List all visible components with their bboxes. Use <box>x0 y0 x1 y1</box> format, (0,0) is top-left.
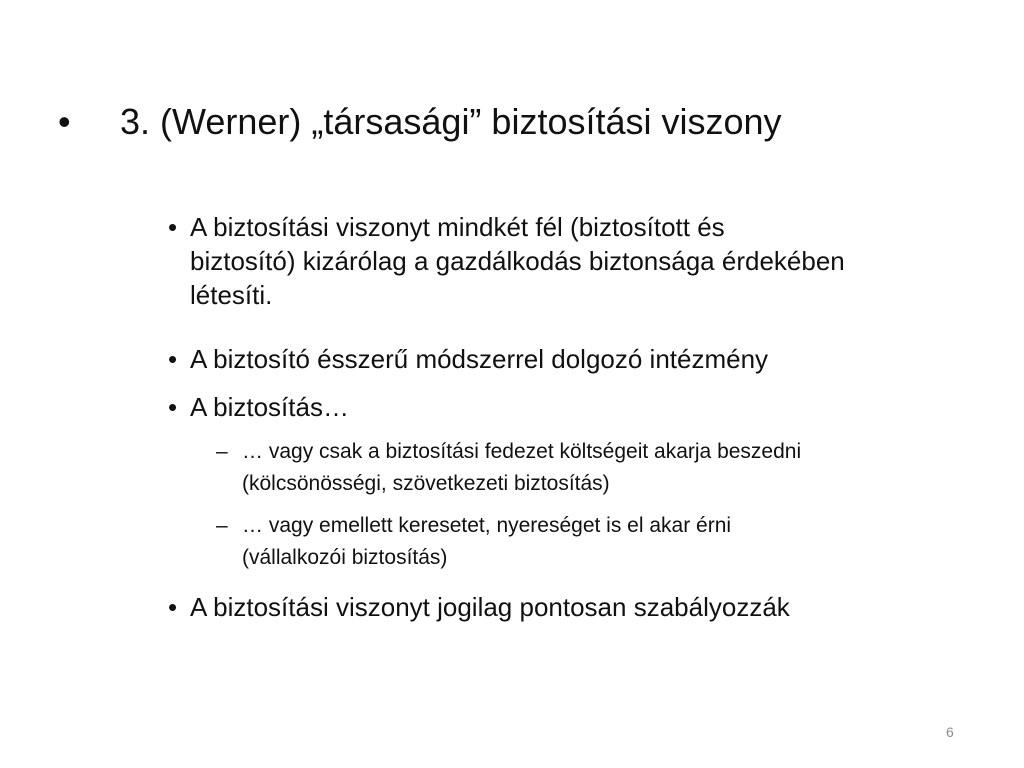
bullet-item-4 <box>168 590 968 624</box>
sub-item-2-line-2: (vállalkozói biztosítás) <box>242 546 448 569</box>
bullet-marker: • <box>168 392 178 422</box>
bullet-item-2-text: A biztosító ésszerű módszerrel dolgozó intézmény <box>190 344 769 374</box>
sub-item-2-line-1: … vagy emellett keresetet, nyereséget is el akar érni <box>242 514 732 537</box>
sub-item-1 <box>216 436 956 500</box>
heading-text: 3. (Werner) „társasági” biztosítási viszony <box>120 101 782 142</box>
bullet-item-1-line-2: biztosító) kizárólag a gazdálkodás biztonsága érdekében <box>190 246 845 276</box>
bullet-marker: • <box>168 212 178 242</box>
dash-marker: – <box>216 514 228 537</box>
bullet-item-1 <box>168 210 968 312</box>
bullet-item-2 <box>168 342 968 376</box>
dash-marker: – <box>216 440 228 463</box>
bullet-item-4-text: A biztosítási viszonyt jogilag pontosan szabályozzák <box>190 592 790 622</box>
bullet-marker: • <box>168 592 178 622</box>
sub-item-1-line-2: (kölcsönösségi, szövetkezeti biztosítás) <box>242 472 610 495</box>
sub-item-1-line-1: … vagy csak a biztosítási fedezet költségeit akarja beszedni <box>242 440 802 463</box>
heading-bullet: • <box>58 101 71 142</box>
sub-item-2 <box>216 510 956 574</box>
page-number: 6 <box>946 724 954 740</box>
bullet-item-1-line-1: A biztosítási viszonyt mindkét fél (biztosított és <box>190 212 725 242</box>
bullet-item-3-text: A biztosítás… <box>190 392 349 422</box>
bullet-item-3 <box>168 390 968 424</box>
bullet-item-1-line-3: létesíti. <box>190 280 273 310</box>
bullet-marker: • <box>168 344 178 374</box>
